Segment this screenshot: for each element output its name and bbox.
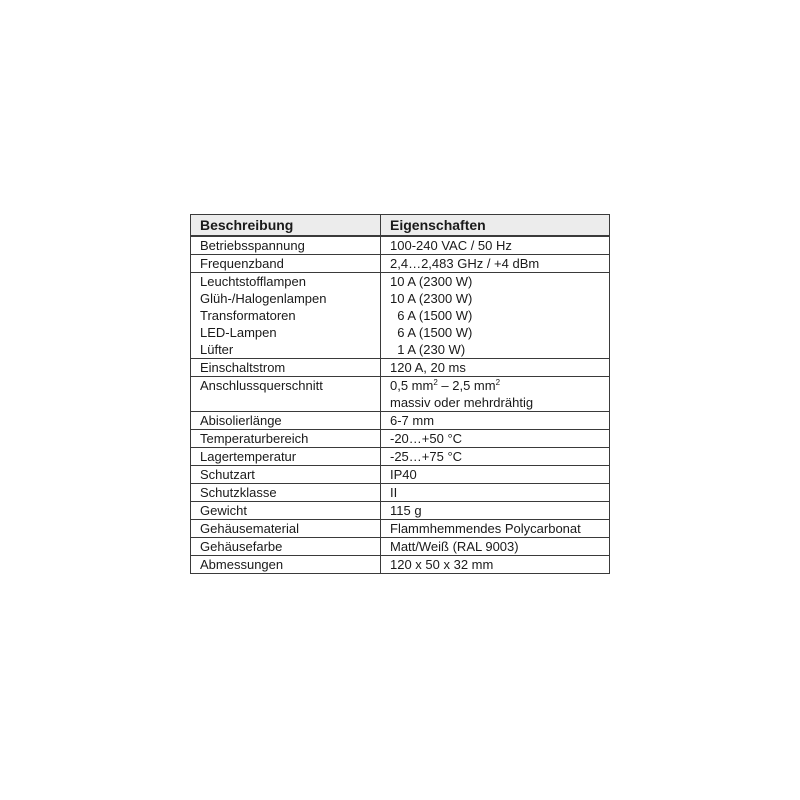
table-row (191, 556, 610, 574)
value-cell (381, 538, 610, 556)
table-row (191, 430, 610, 448)
description-cell (191, 520, 381, 538)
description-text: Anschlussquerschnitt (200, 378, 323, 393)
description-cell (191, 448, 381, 466)
description-text: Gehäusefarbe (200, 539, 283, 554)
table-body (191, 236, 610, 574)
description-cell (191, 502, 381, 520)
description-cell (191, 377, 381, 412)
value-text: 1 A (230 W) (390, 342, 466, 357)
description-text: Einschaltstrom (200, 360, 286, 375)
value-cell (381, 377, 610, 412)
value-cell (381, 236, 610, 255)
value-cell (381, 448, 610, 466)
value-text: 100-240 VAC / 50 Hz (390, 238, 512, 253)
value-text: 120 A, 20 ms (390, 360, 466, 375)
description-text: Schutzart (200, 467, 255, 482)
description-text: Gewicht (200, 503, 247, 518)
description-cell (191, 556, 381, 574)
description-cell (191, 412, 381, 430)
value-text: 2,4…2,483 GHz / +4 dBm (390, 256, 540, 271)
value-cell (381, 273, 610, 359)
value-text: massiv oder mehrdrähtig (390, 395, 534, 410)
header-properties: Eigenschaften (381, 215, 610, 237)
description-text: LED-Lampen (200, 325, 277, 340)
table-row (191, 359, 610, 377)
value-cell (381, 359, 610, 377)
specifications-table (190, 214, 610, 574)
value-text: 10 A (2300 W) (390, 274, 473, 289)
value-text: -25…+75 °C (390, 449, 463, 464)
description-cell (191, 236, 381, 255)
value-text: IP40 (390, 467, 417, 482)
table-row (191, 412, 610, 430)
value-text: 120 x 50 x 32 mm (390, 557, 494, 572)
description-text: Glüh-/Halogenlampen (200, 291, 327, 306)
description-cell (191, 430, 381, 448)
value-cell (381, 556, 610, 574)
description-text: Leuchtstofflampen (200, 274, 306, 289)
table-row (191, 466, 610, 484)
value-cell (381, 412, 610, 430)
value-text: 6-7 mm (390, 413, 435, 428)
description-cell (191, 273, 381, 359)
value-text: 6 A (1500 W) (390, 325, 473, 340)
header-description: Beschreibung (191, 215, 381, 237)
description-cell (191, 466, 381, 484)
table-row (191, 538, 610, 556)
value-text: 10 A (2300 W) (390, 291, 473, 306)
value-text: II (390, 485, 398, 500)
value-cell (381, 466, 610, 484)
table-row (191, 255, 610, 273)
table-row (191, 377, 610, 412)
description-text: Betriebsspannung (200, 238, 305, 253)
table-row (191, 520, 610, 538)
value-cell (381, 430, 610, 448)
value-text: 115 g (390, 503, 422, 518)
table-row (191, 273, 610, 359)
description-text: Schutzklasse (200, 485, 277, 500)
description-cell (191, 484, 381, 502)
value-cell (381, 520, 610, 538)
description-text: Temperaturbereich (200, 431, 309, 446)
value-cell (381, 255, 610, 273)
value-cell (381, 502, 610, 520)
table-header-row (191, 215, 610, 237)
description-text: Lüfter (200, 342, 234, 357)
description-text: Transformatoren (200, 308, 296, 323)
value-text: -20…+50 °C (390, 431, 463, 446)
value-text: 0,5 $mm^2 - 2,5$ $mm^2$ (390, 378, 501, 393)
description-text: Lagertemperatur (200, 449, 297, 464)
description-cell (191, 359, 381, 377)
description-text: Abmessungen (200, 557, 284, 572)
table-row (191, 448, 610, 466)
description-text: Frequenzband (200, 256, 284, 271)
description-text: Gehäusematerial (200, 521, 299, 536)
value-text: Flammhemmendes Polycarbonat (390, 521, 581, 536)
table-row (191, 236, 610, 255)
description-cell (191, 255, 381, 273)
table-row (191, 484, 610, 502)
description-text: Abisolierlänge (200, 413, 282, 428)
value-text: Matt/Weiß (RAL 9003) (390, 539, 519, 554)
value-cell (381, 484, 610, 502)
description-cell (191, 538, 381, 556)
value-text: 6 A (1500 W) (390, 308, 473, 323)
table-row (191, 502, 610, 520)
